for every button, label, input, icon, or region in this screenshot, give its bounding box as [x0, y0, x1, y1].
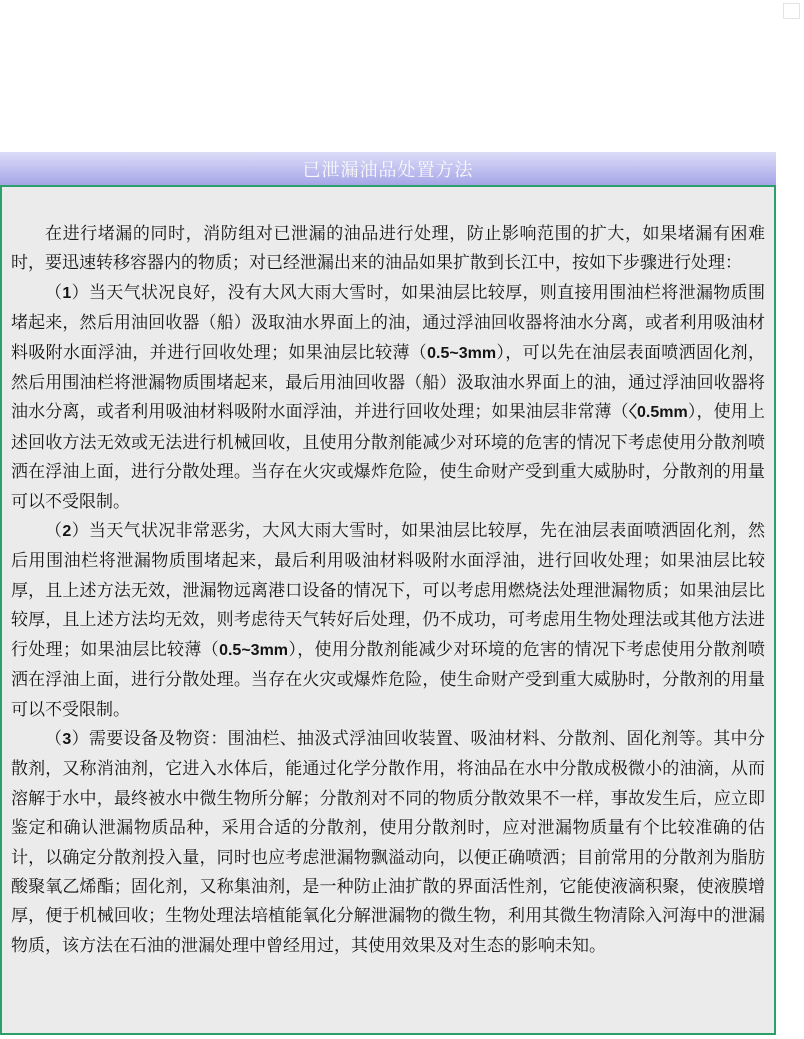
bold-text-run: 2 [62, 523, 72, 541]
bold-text-run: 1 [62, 284, 72, 302]
bold-text-run: 0.5~3mm [219, 641, 289, 659]
paragraph [11, 516, 765, 724]
document-body [11, 219, 765, 960]
text-run: ），使用分散剂能减少对环境的危害的情况下考虑使用分散剂喷洒在浮油上面，进行分散处理。当存在火灾或爆炸危险，使生命财产受到重大威胁时，分散剂的用量可以不受限制。 [11, 639, 766, 719]
text-run: ），可以先在油层表面喷洒固化剂，然后用围油栏将泄漏物质围堵起来，最后用油回收器（船）汲取油水界面上的油，通过浮油回收器将油水分离，或者利用吸油材料吸附水面浮油，并进行回收处理；如果油层非常薄（ [11, 342, 766, 422]
empty-image-placeholder-icon [783, 3, 800, 19]
text-run: ）需要设备及物资：围油栏、抽汲式浮油回收装置、吸油材料、分散剂、固化剂等。其中分散剂，又称消油剂，它进入水体后，能通过化学分散作用，将油品在水中分散成极微小的油滴，从而溶解于水中，最终被水中微生物所分解；分散剂对不同的物质分散效果不一样，事故发生后，应立即鉴定和确认泄漏物质品种，采用合适的分散剂，使用分散剂时，应对泄漏物质量有个比较准确的估计，以确定分散剂投入量，同时也应考虑泄漏物飘溢动向，以便正确喷洒；目前常用的分散剂为脂肪酸聚氧乙烯酯；固化剂，又称集油剂，是一种防止油扩散的界面活性剂，它能使液滴积聚，使液膜增厚，便于机械回收；生物处理法培植能氧化分解泄漏物的微生物，利用其微生物清除入河海中的泄漏物质，该方法在石油的泄漏处理中曾经用过，其使用效果及对生态的影响未知。 [11, 728, 765, 955]
text-run: （ [45, 728, 63, 748]
paragraph [11, 219, 765, 278]
text-run: （ [45, 282, 63, 302]
text-run: ）当天气状况良好，没有大风大雨大雪时，如果油层比较厚，则直接用围油栏将泄漏物质围堵起来，然后用油回收器（船）汲取油水界面上的油，通过浮油回收器将油水分离，或者利用吸油材料吸附水面浮油，并进行回收处理；如果油层比较薄（ [11, 282, 765, 362]
text-run: ），使用上述回收方法无效或无法进行机械回收，且使用分散剂能减少对环境的危害的情况下考虑使用分散剂喷洒在浮油上面，进行分散处理。当存在火灾或爆炸危险，使生命财产受到重大威胁时，分散剂的用量可以不受限制。 [11, 402, 765, 511]
text-run: ）当天气状况非常恶劣，大风大雨大雪时，如果油层比较厚，先在油层表面喷洒固化剂，然后用围油栏将泄漏物质围堵起来，最后利用吸油材料吸附水面浮油，进行回收处理；如果油层比较厚，且上述方法无效，泄漏物远离港口设备的情况下，可以考虑用燃烧法处理泄漏物质；如果油层比较厚，且上述方法均无效，则考虑待天气转好后处理，仍不成功，可考虑用生物处理法或其他方法进行处理；如果油层比较薄（ [11, 521, 765, 659]
document-panel [0, 152, 776, 1035]
content-box [0, 185, 776, 1035]
bold-text-run: 〈0.5mm [628, 404, 688, 422]
paragraph [11, 278, 765, 516]
bold-text-run: 0.5~3mm [427, 344, 497, 362]
paragraph [11, 724, 765, 960]
text-run: 在进行堵漏的同时，消防组对已泄漏的油品进行处理，防止影响范围的扩大，如果堵漏有困难时，要迅速转移容器内的物质；对已经泄漏出来的油品如果扩散到长江中，按如下步骤进行处理： [11, 224, 765, 273]
text-run: （ [45, 521, 63, 541]
page-title: 已泄漏油品处置方法 [302, 159, 474, 180]
bold-text-run: 3 [62, 730, 72, 748]
title-bar [0, 152, 776, 185]
